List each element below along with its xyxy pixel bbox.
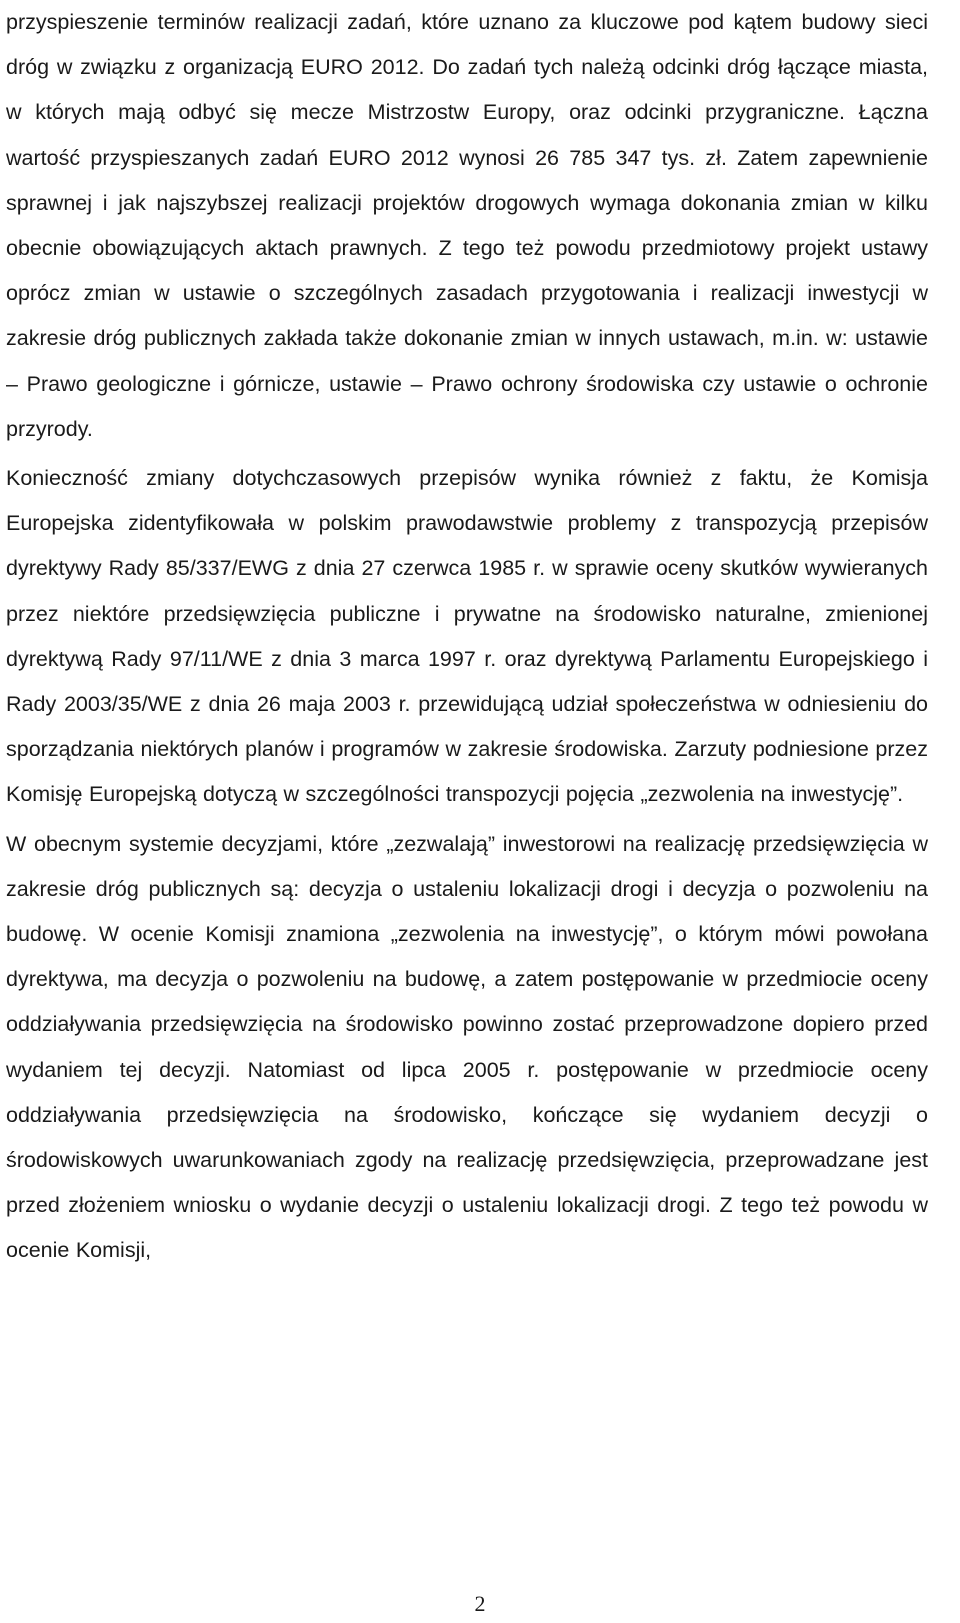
document-body	[6, 0, 928, 1274]
paragraph-current-system: W obecnym systemie decyzjami, które „zezwalają” inwestorowi na realizację przedsięwzięcia w zakresie dróg publicznych są: decyzja o ustaleniu lokalizacji drogi i decyzja o pozwoleniu na budowę. W ocenie Komisji znamiona „zezwolenia na inwestycję”, o którym mówi powołana dyrektywa, ma decyzja o pozwoleniu na budowę, a zatem postępowanie w przedmiocie oceny oddziaływania przedsięwzięcia na środowisko powinno zostać przeprowadzone dopiero przed wydaniem tej decyzji. Natomiast od lipca 2005 r. postępowanie w przedmiocie oceny oddziaływania przedsięwzięcia na środowisko, kończące się wydaniem decyzji o środowiskowych uwarunkowaniach zgody na realizację przedsięwzięcia, przeprowadzane jest przed złożeniem wniosku o wydanie decyzji o ustaleniu lokalizacji drogi. Z tego też powodu w ocenie Komisji,	[6, 831, 928, 1263]
paragraph-euro-2012: przyspieszenie terminów realizacji zadań, które uznano za kluczowe pod kątem budowy sieci dróg w związku z organizacją EURO 2012. Do zadań tych należą odcinki dróg łączące miasta, w których mają odbyć się mecze Mistrzostw Europy, oraz odcinki przygraniczne. Łączna wartość przyspieszanych zadań EURO 2012 wynosi 26 785 347 tys. zł. Zatem zapewnienie sprawnej i jak najszybszej realizacji projektów drogowych wymaga dokonania zmian w kilku obecnie obowiązujących aktach prawnych. Z tego też powodu przedmiotowy projekt ustawy oprócz zmian w ustawie o szczególnych zasadach przygotowania i realizacji inwestycji w zakresie dróg publicznych zakłada także dokonanie zmian w innych ustawach, m.in. w: ustawie – Prawo geologiczne i górnicze, ustawie – Prawo ochrony środowiska czy ustawie o ochronie przyrody.	[6, 10, 928, 441]
paragraph-eu-commission: Konieczność zmiany dotychczasowych przepisów wynika również z faktu, że Komisja Europejska zidentyfikowała w polskim prawodawstwie problemy z transpozycją przepisów dyrektywy Rady 85/337/EWG z dnia 27 czerwca 1985 r. w sprawie oceny skutków wywieranych przez niektóre przedsięwzięcia publiczne i prywatne na środowisko naturalne, zmienionej dyrektywą Rady 97/11/WE z dnia 3 marca 1997 r. oraz dyrektywą Parlamentu Europejskiego i Rady 2003/35/WE z dnia 26 maja 2003 r. przewidującą udział społeczeństwa w odniesieniu do sporządzania niektórych planów i programów w zakresie środowiska. Zarzuty podniesione przez Komisję Europejską dotyczą w szczególności transpozycji pojęcia „zezwolenia na inwestycję”.	[6, 466, 928, 807]
page-number: 2	[474, 1591, 486, 1616]
